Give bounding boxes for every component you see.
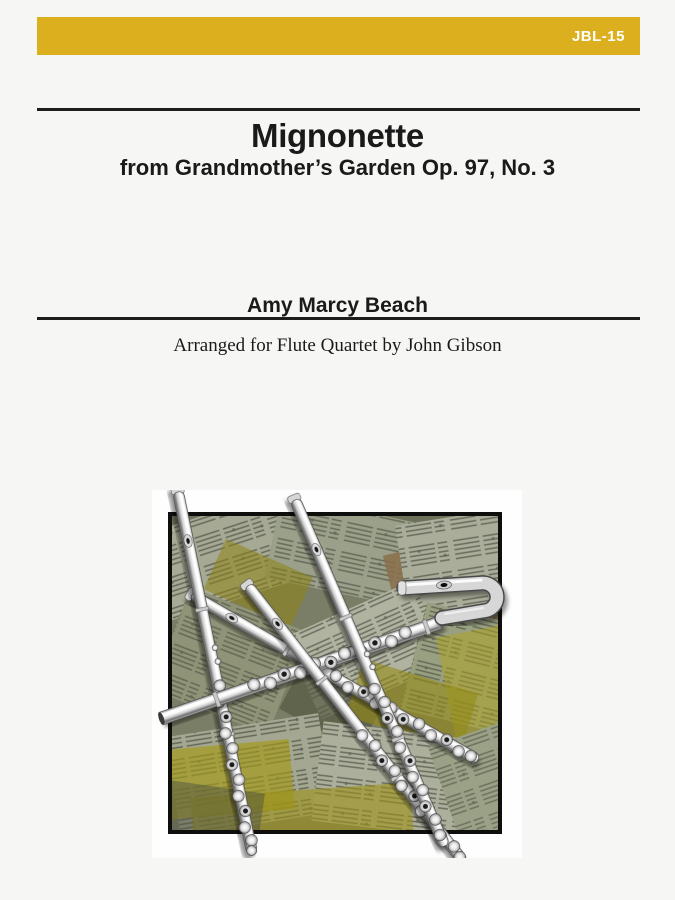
catalog-number: JBL-15 xyxy=(571,27,625,45)
cover-art-svg xyxy=(152,490,522,858)
catalog-banner xyxy=(37,17,640,55)
cover-photo xyxy=(152,490,522,858)
arranger-credit: Arranged for Flute Quartet by John Gibson xyxy=(173,335,502,356)
piece-subtitle: from Grandmother’s Garden Op. 97, No. 3 xyxy=(119,155,556,180)
top-rule xyxy=(37,108,640,111)
composer-name: Amy Marcy Beach xyxy=(247,294,428,317)
piece-title: Mignonette xyxy=(251,117,424,154)
middle-rule xyxy=(37,317,640,320)
